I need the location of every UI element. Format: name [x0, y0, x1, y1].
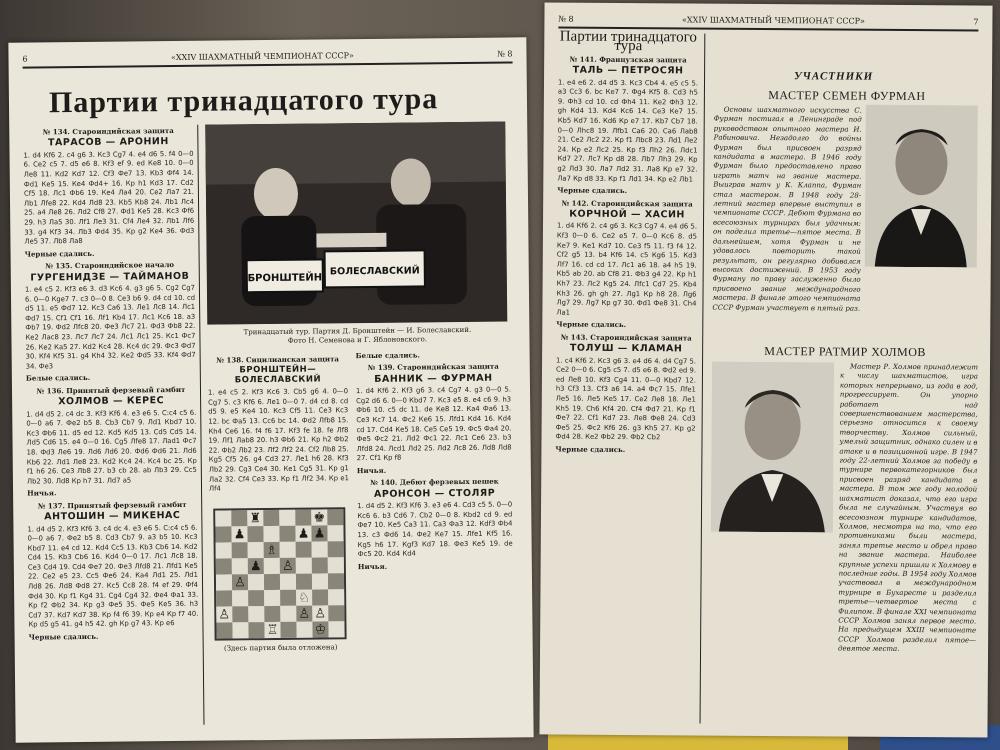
bio-kholmov-text	[838, 363, 978, 714]
board-square	[231, 510, 247, 526]
photo-credit: Фото Н. Семенова и Г. Яблоновского.	[287, 335, 428, 345]
bio-furman-title: МАСТЕР СЕМЕН ФУРМАН	[768, 88, 926, 104]
board-square	[296, 606, 312, 622]
board-square	[232, 574, 248, 590]
game-136-result: Ничья.	[27, 488, 57, 498]
right-column-title: Партии тринадцатого тура	[559, 28, 697, 55]
participants-heading: УЧАСТНИКИ	[794, 70, 874, 83]
chess-piece-icon: ♜	[249, 511, 262, 527]
board-square	[327, 525, 343, 541]
game-139-players: БАННИК — ФУРМАН	[374, 372, 493, 385]
chess-piece-icon: ♙	[281, 558, 294, 574]
bio-furman-paragraph: Основы шахматного искусства С. Фурман постигал в Ленинграде под руководством опытного мастера И. Рабиновича. Незадолго до войны Фурман был присвоен разряд кандидата в мастера. В 1946 году Фурман было предоставлено право играть матч на звание мастера. Выиграв матч у К. Клаппа, Фурман стал мастером. В 1948 году 28-летний мастер впервые выступил в чемпионате СССР. Дебют Фурмана во всесоюзных турнирах был удачным: он поделил третье—пятое места. В дальнейшем, хотя Фурман и не удавалось повторить такой результат, он регулярно добивался высоких достижений. В 1953 году Фурману по праву заслуженно было присвоено звание международного мастера. В финале этого чемпионата СССР Фурман участвует в пятый раз.	[712, 105, 862, 313]
left-page	[8, 37, 533, 742]
game-141-header: № 141. Французская защита	[569, 54, 687, 65]
bio-kholmov-title: МАСТЕР РАТМИР ХОЛМОВ	[764, 343, 926, 360]
board-square	[215, 510, 231, 526]
game-135-header: № 135. Староиндийское начало	[45, 260, 175, 271]
chess-diagram	[213, 507, 346, 640]
game-141-players: ТАЛЬ — ПЕТРОСЯН	[572, 64, 684, 77]
game-140-result: Ничья.	[357, 561, 388, 571]
board-square	[215, 526, 231, 542]
board-square	[312, 605, 328, 621]
game-139-header: № 139. Староиндийская защита	[367, 362, 499, 373]
board-note: (Здесь партия была отложена)	[223, 643, 338, 653]
board-square	[232, 558, 248, 574]
board-square	[232, 590, 248, 606]
kholmov-portrait	[711, 362, 834, 533]
board-square	[296, 542, 312, 558]
game-139-moves: 1. d4 Кf6 2. Кf3 g6 3. c4 Сg7 4. g3 0—0 5. Сg2 d6 6. 0—0 Кbd7 7. Кc3 e5 8. e4 c6 9. h3 Фb6 10. c5 dc 11. de Кe8 12. Кa4 Фa6 13. Сe3 Кc7 14. Фc2 Кe6 15. Лfd1 Кd4 16. Кd4 cd 17. Сd4 Кe5 18. Сe5 Сe5 19. Фc5 Фa4 20. Фe5 Фc2 21. Лd2 Фc1 22. Лc1 Сe6 23. b3 Лfd8 24. Лcd1 Лd2 25. Лd2 Лc8 26. Лd8 Лd8 27. Сf1 Кр f8	[355, 385, 512, 463]
chess-piece-icon: ♟	[313, 526, 326, 542]
game-137-moves: 1. d4 d5 2. Кf3 Кf6 3. c4 dc 4. e3 e6 5. С:c4 c5 6. 0—0 a6 7. Фe2 b5 8. Сd3 Сb7 9. a3 b5 10. Кc3 Кbd7 11. e4 cd 12. Кd4 Сc5 13. Кb3 Сb6 14. Кd2 Сd4 15. Кb3 Сb6 16. Кd4 0—0 17. Лc1 Лc8 18. Сe3 Сd4 19. Сd4 Фe7 20. Фe3 Лfd8 21. Лfd1 Кe5 22. Сe2 e5 23. Сc5 Фe6 24. Кa4 Лd1 25. Лd1 Лd8 26. Лd8 Фd8 27. Кc5 Сc8 28. f4 ef 29. Фf4 Фd4 30. Кр f1 Кg4 31. Сg4 Сg4 32. Фe4 Фa1 33. Кр f2 Фb2 34. Кр g3 Фe5 35. Фe5 Кe5 36. h3 Сd7 37. Кd7 Кd7 38. Кр f4 f6 39. Кр e4 Кр f7 40. Кр d5 g5 41. g4 h5 42. gh Кр g7 43. Кр e6	[27, 523, 199, 629]
chess-piece-icon: ♙	[314, 606, 327, 622]
left-running-header	[22, 49, 512, 68]
game-141-moves: 1. e4 e6 2. d4 d5 3. Кc3 Сb4 4. e5 c5 5. a3 Сc3 6. bc Кe7 7. Фg4 Кf5 8. Сd3 h5 9. Фh3 cd 10. cd Фh4 11. Кe2 Фh3 12. gh Кd4 13. Кd4 Кc6 14. Сe3 Кe7 15. Кb5 Кd7 16. Кd6 Кр e7 17. Кb7 Сb7 18. 0—0 Лhc8 19. Лfb1 Сa6 20. Сa6 Лab8 21. Сe2 Лc2 22. Кр f1 Лbc8 23. Лd1 Лe2 24. Кр e2 Лc2 25. Кр f3 Лh2 26. Лdc1 Кd7 27. Лc7 Кр d8 28. Лb7 Лh3 29. Кр g2 Лd3 30. Лa7 Лd2 31. Лa8 Кр e7 32. Лa7 Кр d8 33. Кр f1 Лd1 34. Кр e2 Лb1	[557, 78, 699, 184]
board-square	[295, 526, 311, 542]
board-square	[280, 542, 296, 558]
board-square	[232, 606, 248, 622]
left-column-1	[23, 123, 198, 644]
board-square	[312, 541, 328, 557]
game-141-result: Черные сдались.	[557, 185, 628, 196]
left-column-2	[208, 351, 349, 496]
board-square	[296, 574, 312, 590]
board-square	[247, 526, 263, 542]
game-142-header: № 142. Староиндийская защита	[561, 198, 693, 209]
board-square	[312, 589, 328, 605]
board-square	[231, 526, 247, 542]
board-square	[264, 606, 280, 622]
right-page-number: 7	[973, 17, 979, 27]
left-page-number: 6	[22, 54, 28, 64]
chess-piece-icon: ♘	[298, 590, 311, 606]
photo-caption: Тринадцатый тур. Партия Д. Бронштейн — И. Болеславский.	[243, 325, 472, 337]
right-page	[539, 2, 992, 737]
game-135-moves: 1. e4 c5 2. Кf3 e6 3. d3 Кc6 4. g3 g6 5. Сg2 Сg7 6. 0—0 Кge7 7. c3 0—0 8. Сe3 b6 9. d4 cd 10. cd d5 11. e5 Фd7 12. Кc3 Сa6 13. Лe1 Лc8 14. Лc1 Фd7 15. Сf1 Сf1 16. Лf1 Кb4 17. Лc1 Кc6 18. a3 Фb7 19. Фd2 Лfc8 20. Фe3 Лc7 21. Фd3 Фb8 22. Кe2 Лac8 23. Лc7 Лc7 24. Лc1 Лc1 25. Кc1 Фc7 26. Кe2 Кa5 27. Кd2 Кc4 28. Кc4 dc 29. Фc3 Фd7 30. Кf4 Кf5 31. g4 Кh4 32. Кe2 Фd5 33. Кf4 Фd7 34. Фe3	[24, 283, 196, 371]
game-134-result: Черные сдались.	[24, 248, 95, 259]
right-header-title: «XXIV ШАХМАТНЫЙ ЧЕМПИОНАТ СССР»	[682, 15, 865, 26]
game-134-header: № 134. Староиндийская защита	[42, 126, 174, 137]
board-square	[263, 526, 279, 542]
bio-kholmov-paragraph: Мастер Р. Холмов принадлежит к числу шахматистов, игра которых непрерывно, из года в год, прогрессирует. Он упорно работает над совершенствованием мастерства, серьезно относится к своему творчеству. Холмов сильный, умелый защитник, однако силен и в атаке и в позиционной игре. В 1947 году 22-летний Холмов за победу в турнире первокатегорников был присвоен разряд кандидата в мастера. В том же году молодой шахматист доказал, что его игра была не случайным. Участвуя во всесоюзном турнире кандидатов, Холмов, несмотря на то, что его противниками были мастера, занял третье место и обрел право на звание мастера. Наиболее крупные успехи пришли к Холмову в последние годы. В 1954 году Холмов участвовал в международном турнире в Бухаресте и разделил третье—четвертое места с Филипом. В финале XXI чемпионата СССР Холмов занял первое место. На предыдущем XXIII чемпионате СССР Холмов разделил пятое—девятое места.	[838, 362, 979, 654]
right-column-games	[555, 28, 699, 457]
board-square	[296, 590, 312, 606]
board-square	[311, 509, 327, 525]
game-142-result: Черные сдались.	[556, 319, 627, 330]
chess-piece-icon: ♖	[266, 622, 279, 639]
photo-illustration	[205, 122, 507, 325]
furman-portrait-illustration	[865, 105, 978, 268]
board-square	[216, 622, 232, 638]
board-square	[280, 558, 296, 574]
board-square	[264, 590, 280, 606]
chess-piece-icon: ♟	[233, 527, 246, 543]
game-140-moves: 1. d4 d5 2. Кf3 Кf6 3. e3 e6 4. Сd3 c5 5. 0—0 Кc6 6. b3 Сd6 7. Сb2 0—0 8. Кbd2 cd 9. ed Фe7 10. Кe5 Сa3 11. Сa3 Фa3 12. Кdf3 Фb4 13. c3 Фd6 14. Фe2 Кe7 15. Лfe1 Кf5 16. Кg5 h6 17. Кgf3 Кd7 18. Фe3 Кe5 19. de Фc5 20. Кd4 Кd4	[357, 500, 513, 559]
page-title: Партии тринадцатого тура	[48, 82, 439, 120]
board-square	[264, 558, 280, 574]
game-134-players: ТАРАСОВ — АРОНИН	[47, 136, 169, 149]
photo-sign-right: БОЛЕСЛАВСКИЙ	[329, 265, 420, 278]
board-square	[216, 574, 232, 590]
board-square	[248, 622, 264, 638]
game-138-moves: 1. e4 c5 2. Кf3 Кc6 3. Сb5 g6 4. 0—0 Сg7 5. c3 Кf6 6. Лe1 0—0 7. d4 cd 8. cd d5 9. e5 Кe4 10. Кc3 Сf5 11. Сe3 Кc3 12. bc Фa5 13. Сc6 bc 14. Фd2 Лfb8 15. Кh4 Сe6 16. f4 f6 17. Кf3 fe 18. fe Лf8 19. Лf1 Лab8 20. h3 Фb6 21. Кр h2 Фb2 22. Фb2 Лb2 23. Лf2 Лf2 24. Сf2 Лb8 25. Кg5 Сf5 26. g4 Сd3 27. Лe1 h6 28. Кf3 Лb2 29. Сg3 Сe4 30. Кe1 Сg5 31. Кр g1 Лa2 32. Сf4 Сe3 33. Кр f1 Лf2 34. Кр e1 Лf4	[207, 387, 349, 493]
chess-piece-icon: ♟	[297, 526, 310, 542]
board-square	[247, 510, 263, 526]
game-137-result: Черные сдались.	[28, 631, 99, 642]
game-138-header: № 138. Сицилианская защита	[216, 354, 340, 365]
board-square	[280, 606, 296, 622]
board-square	[264, 574, 280, 590]
chess-piece-icon: ♙	[218, 607, 231, 623]
tournament-photo	[205, 122, 507, 325]
board-square	[327, 509, 343, 525]
kholmov-portrait-illustration	[711, 362, 834, 533]
board-square	[279, 526, 295, 542]
board-square	[232, 622, 248, 638]
chess-piece-icon: ♗	[265, 542, 278, 559]
board-square	[248, 606, 264, 622]
chess-piece-icon: ♟	[249, 559, 262, 575]
furman-portrait	[865, 105, 978, 268]
photo-caption-block	[207, 326, 507, 347]
board-square	[295, 510, 311, 526]
board-square	[296, 558, 312, 574]
chess-piece-icon: ♙	[234, 575, 246, 591]
chess-piece-icon: ♔	[314, 622, 327, 638]
game-136-header: № 136. Принятый ферзевый гамбит	[36, 384, 186, 396]
game-142-players: КОРЧНОЙ — ХАСИН	[569, 208, 685, 221]
left-header-title: «XXIV ШАХМАТНЫЙ ЧЕМПИОНАТ СССР»	[170, 51, 354, 63]
game-138-players: БРОНШТЕЙН—БОЛЕСЛАВСКИЙ	[234, 364, 322, 386]
board-square	[328, 589, 344, 605]
game-143-moves: 1. c4 Кf6 2. Кc3 g6 3. e4 d6 4. d4 Сg7 5. Сe2 0—0 6. Сg5 c5 7. d5 e6 8. Фd2 ed 9. ed Лe8 10. Кf3 Сg4 11. 0—0 Кbd7 12. h3 Сf3 13. Сf3 a6 14. a4 Фc7 15. Лfe1 Лe5 16. Лe5 Кe5 17. Сe2 Лe8 18. Лe1 Кh5 19. Сh6 Кf4 20. Сf4 Фd7 21. Кр f1 Фe7 22. Сf1 Кd7 23. Лe8 Фe8 24. Сd3 Фe5 25. Фc2 Кf6 26. g3 Кh5 27. Кр g2 Фd4 28. Кe2 Фb2 29. Фb2 Сb2	[555, 356, 697, 442]
board-square	[216, 606, 232, 622]
board-square	[328, 605, 344, 621]
board-square	[216, 590, 232, 606]
game-143-result: Черные сдались.	[555, 444, 626, 454]
game-136-moves: 1. d4 d5 2. c4 dc 3. Кf3 Кf6 4. e3 e6 5. С:c4 c5 6. 0—0 a6 7. Фe2 b5 8. Сb3 Сb7 9. Лd1 Кbd7 10. Кc3 Фb6 11. d5 ed 12. Кd5 Кd5 13. Сd5 Сd5 14. Лd5 Сd6 15. e4 0—0 16. Сg5 Лfe8 17. Лad1 Фc7 18. Фd3 Лe6 19. Лd6 Лd6 20. Фd6 Фd6 21. Лd6 Кb6 22. Лd1 Лe8 23. Кd2 Кc4 24. Кc4 bc 25. Кр f1 h6 26. Сe3 Лb8 27. b3 cb 28. ab Лb3 29. Сc5 Лb2 30. Лd8 Кр h7 31. Лd7 a5	[26, 408, 197, 486]
chess-piece-icon: ♙	[298, 606, 311, 622]
board-square	[216, 542, 232, 558]
board-square	[312, 621, 328, 637]
game-140-header: № 140. Дебют ферзевых пешек	[370, 476, 499, 488]
game-135-result: Белые сдались.	[25, 373, 91, 383]
board-square	[280, 622, 296, 638]
board-square	[296, 622, 312, 638]
game-136-players: ХОЛМОВ — КЕРЕС	[58, 395, 165, 408]
right-column-divider	[700, 34, 706, 724]
game-142-moves: 1. d4 Кf6 2. c4 g6 3. Кc3 Сg7 4. e4 d6 5. Кf3 0—0 6. Сe2 e5 7. 0—0 Кc6 8. d5 Кe7 9. Кe1 Кd7 10. Сe3 f5 11. f3 f4 12. Сf2 g5 13. b4 Кf6 14. c5 Кg6 15. Кd3 Лf7 16. cd cd 17. Лc1 a6 18. a4 h5 19. Кb5 ab 20. ab Сf8 21. Фb3 g4 22. Кр h1 Кh7 23. Лc2 Кg5 24. Лfc1 Сd7 25. Кb4 Кh3 26. gh gh 27. Лg1 Кр h8 28. Лg6 Лg7 29. Лg7 Кр g7 30. Фd1 Фe8 31. Сh4 Лa1	[556, 221, 698, 317]
board-square	[279, 510, 295, 526]
board-square	[263, 510, 279, 526]
board-square	[248, 574, 264, 590]
left-issue-number: № 8	[497, 49, 513, 59]
board-square	[264, 542, 280, 558]
board-square	[232, 542, 248, 558]
board-square	[312, 557, 328, 573]
board-square	[280, 574, 296, 590]
board-square	[248, 558, 264, 574]
photo-sign-left: БРОНШТЕЙН	[247, 272, 323, 285]
chess-piece-icon: ♚	[313, 510, 326, 526]
game-134-moves: 1. d4 Кf6 2. c4 g6 3. Кс3 Сg7 4. e4 d6 5. f4 0—0 6. Сe2 c5 7. d5 e6 8. Кf3 ef 9. ed Кe8 10. 0—0 Лe8 11. Кd2 Кd7 12. Сf3 Фe7 13. Кb3 Фf4 14. Фd1 Кe5 15. Кe4 Фd4+ 16. Кр h1 Кd3 17. Сd2 Сf5 18. Лc1 Фb6 19. Кe4 Лa4 20. Сe2 Лa7 21. Лb1 Лfe8 22. Кd4 Лd8 23. Кb5 Кb8 24. Лb1 Лc4 25. a4 Лe8 26. Лd2 Cf8 27. Фd1 Кe5 28. Кc3 Фf6 29. h3 Ла5 30. Лf1 Лe3 31. Сf4 Лe4 32. Лb1 Лf6 33. g4 Кf3 34. Лb3 Фd4 35. Кр g2 Кe4 36. Фd3 Лe5 37. Лb8 Лa8	[23, 149, 195, 246]
game-135-players: ГУРГЕНИДЗЕ — ТАЙМАНОВ	[30, 270, 190, 284]
left-column-3	[356, 349, 513, 573]
game-139-result: Ничья.	[356, 465, 387, 476]
board-square	[311, 525, 327, 541]
bio-furman-text	[712, 106, 862, 337]
game-143-header: № 143. Староиндийская защита	[560, 332, 692, 343]
game-138-result: Белые сдались.	[355, 350, 421, 361]
board-square	[328, 557, 344, 573]
board-square	[248, 542, 264, 558]
board-square	[280, 590, 296, 606]
game-137-players: АНТОШИН — МИКЕНАС	[44, 510, 181, 523]
game-143-players: ТОЛУШ — КЛАМАН	[569, 342, 683, 355]
board-square	[248, 590, 264, 606]
board-square	[264, 622, 280, 638]
board-square	[328, 541, 344, 557]
game-137-header: № 137. Принятый ферзевый гамбит	[37, 499, 187, 511]
game-140-players: АРОНСОН — СТОЛЯР	[373, 487, 496, 500]
right-issue-number: № 8	[558, 14, 574, 24]
board-square	[328, 621, 344, 637]
board-square	[328, 573, 344, 589]
board-square	[312, 573, 328, 589]
board-square	[216, 558, 232, 574]
